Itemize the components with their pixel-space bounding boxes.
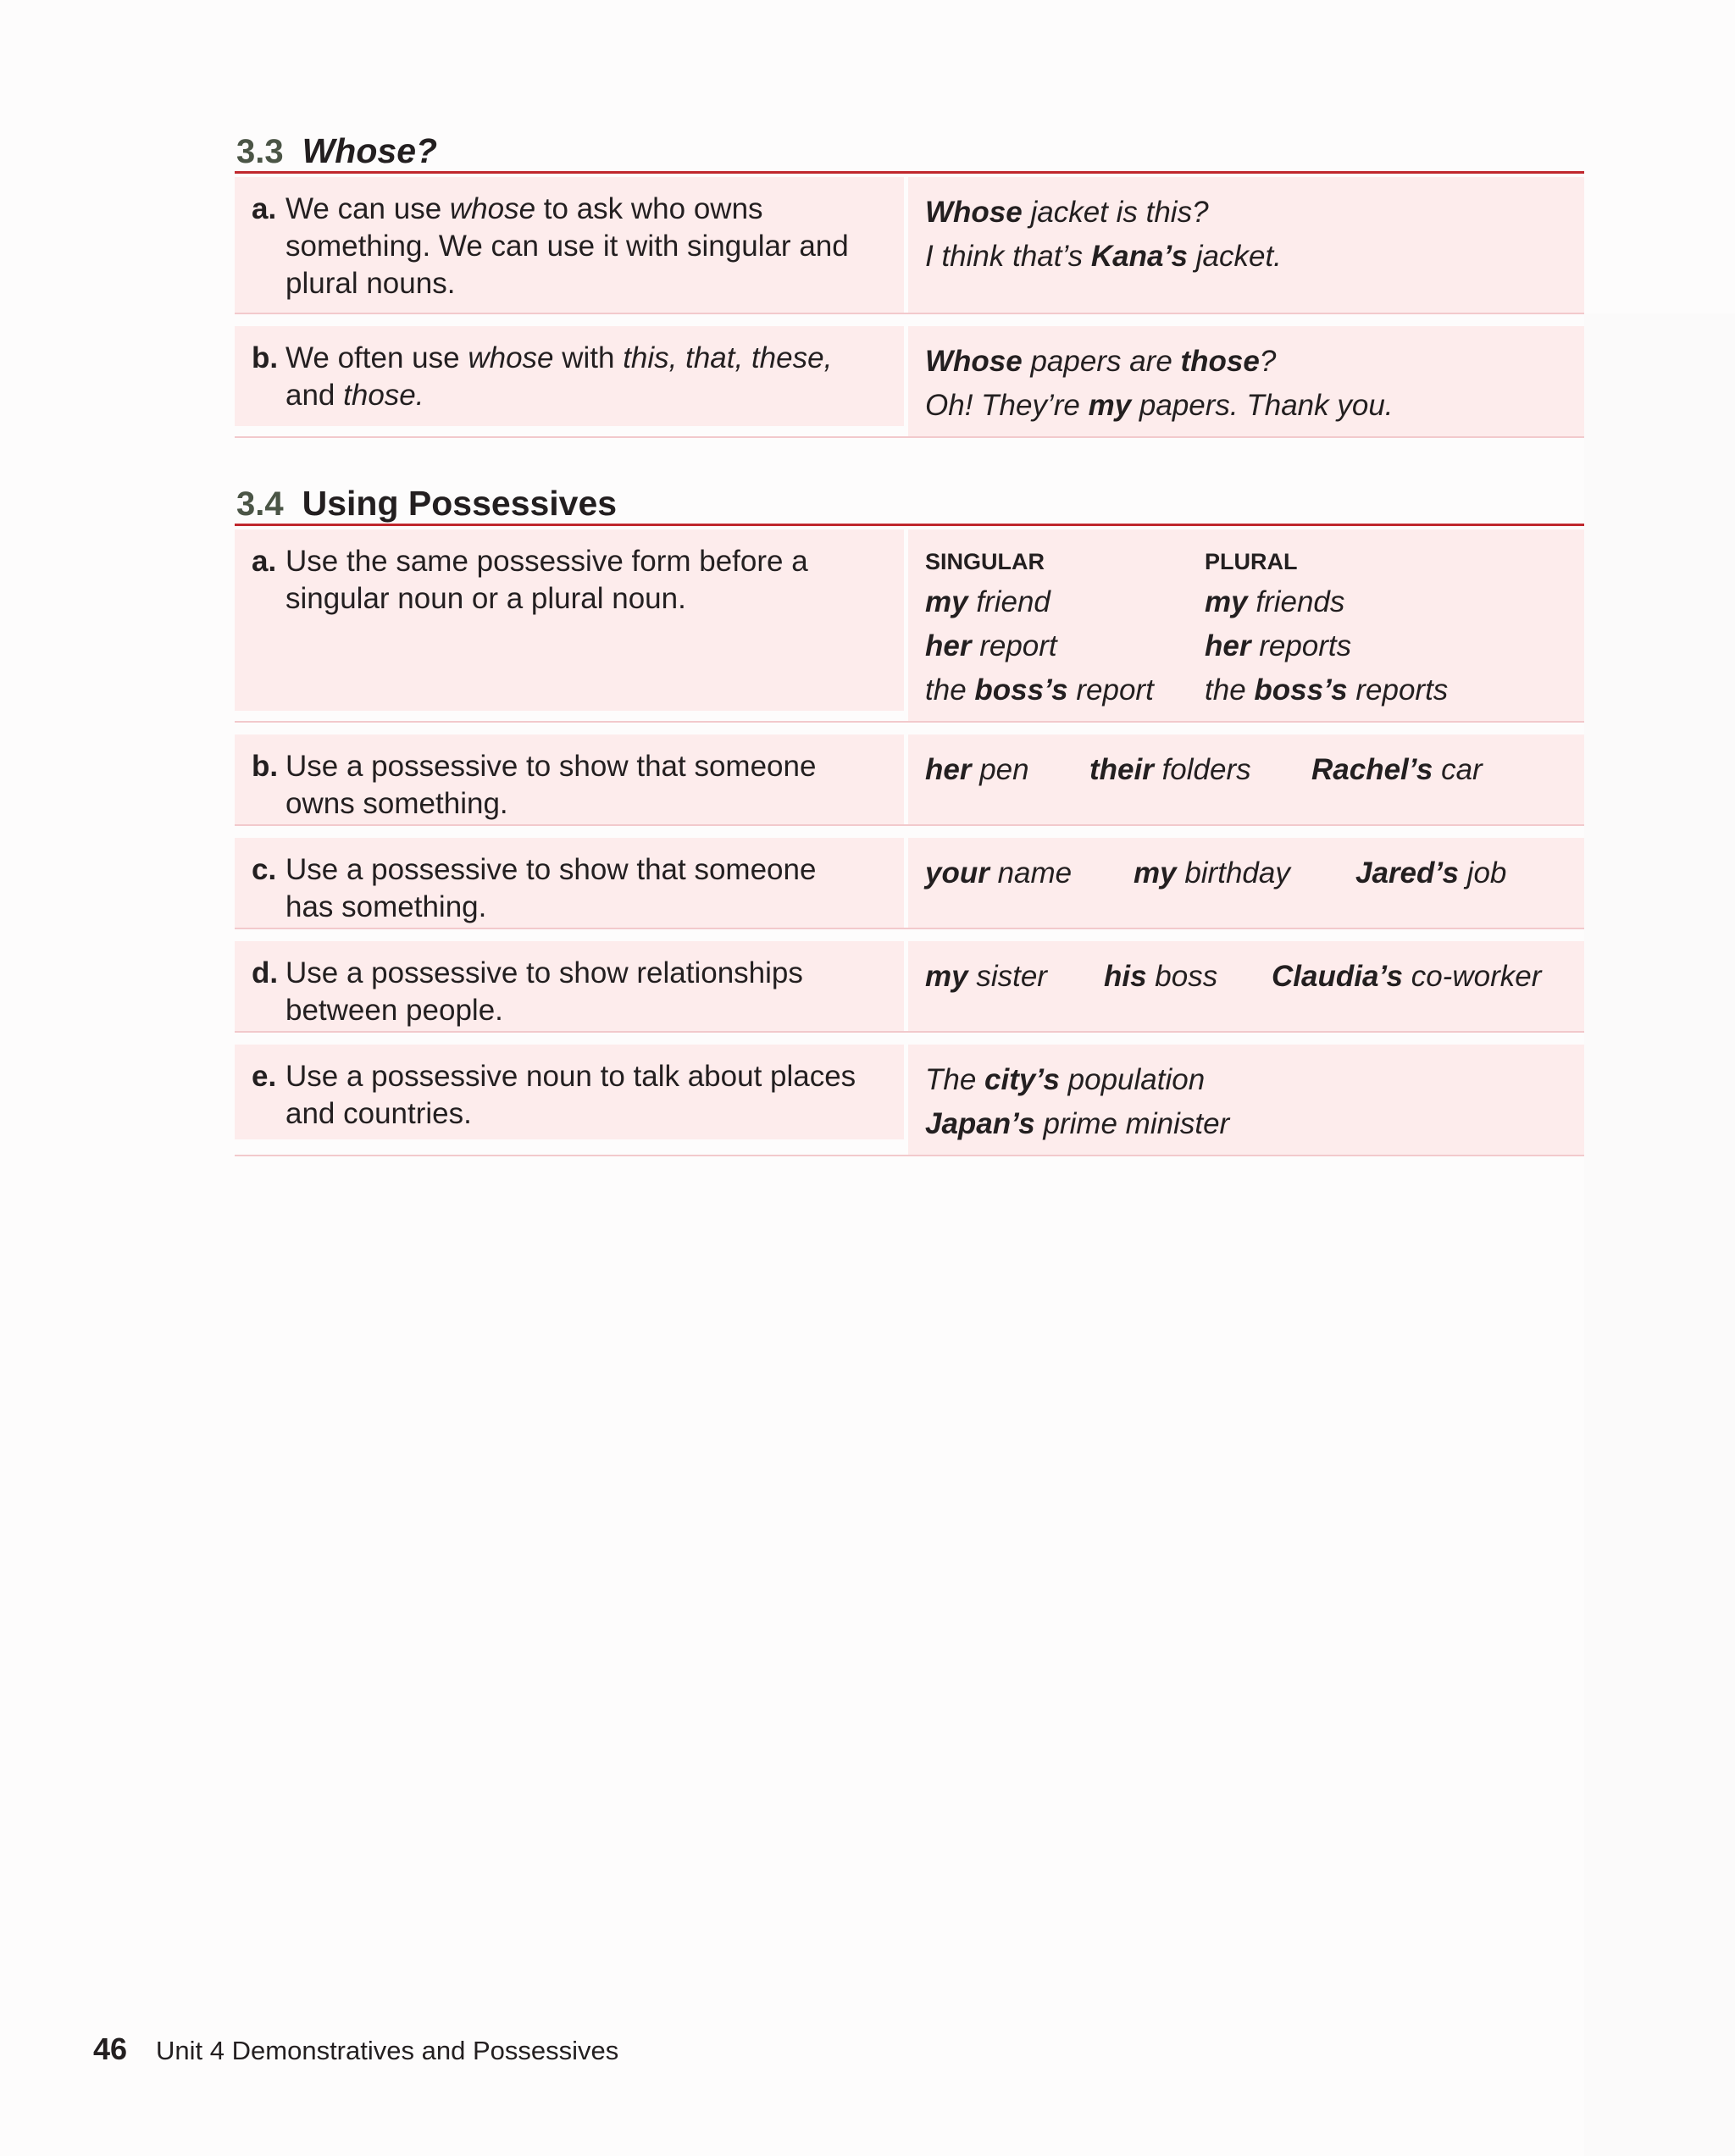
example-item: her pen — [925, 753, 1029, 786]
example-line: Whose jacket is this? — [925, 196, 1209, 229]
example-line: Whose papers are those? — [925, 345, 1277, 378]
example-cell — [908, 177, 1584, 313]
singular-column — [925, 543, 1205, 712]
rule-cell — [235, 734, 904, 824]
column-heading: SINGULAR — [925, 549, 1045, 574]
example-item: your name — [925, 856, 1073, 890]
section-number: 3.3 — [236, 133, 284, 170]
row-letter: a. — [252, 192, 277, 225]
example-item: Jared’s job — [1355, 856, 1507, 890]
rule-cell — [235, 941, 904, 1031]
section-3-4 — [235, 484, 1584, 1156]
grammar-row-b — [235, 734, 1584, 826]
section-3-3 — [235, 131, 1584, 438]
example-item: Claudia’s co-worker — [1272, 960, 1542, 993]
section-heading — [235, 484, 1584, 526]
example-line: the boss’s report — [925, 673, 1154, 707]
example-cell — [908, 326, 1584, 436]
row-letter: d. — [252, 956, 279, 989]
row-letter: e. — [252, 1060, 277, 1093]
example-cell — [908, 1045, 1584, 1155]
example-line: my friends — [1205, 585, 1345, 618]
rule-text: Use the same possessive form before a singular noun or a plural noun. — [285, 545, 808, 615]
example-item: Rachel’s car — [1311, 753, 1483, 786]
example-cell — [908, 941, 1584, 1031]
rule-cell — [235, 529, 904, 711]
example-item: their folders — [1089, 753, 1251, 786]
example-line: Japan’s prime minister — [925, 1107, 1230, 1140]
section-heading — [235, 131, 1584, 174]
section-title: Whose? — [302, 131, 438, 170]
row-letter: a. — [252, 545, 277, 578]
example-cell — [908, 734, 1584, 824]
grammar-row-b — [235, 326, 1584, 438]
example-line: I think that’s Kana’s jacket. — [925, 240, 1282, 273]
rule-text: Use a possessive to show that someone has something. — [285, 853, 817, 923]
section-title: Using Possessives — [302, 484, 618, 523]
section-number: 3.4 — [236, 485, 284, 523]
example-item: my birthday — [1134, 856, 1290, 890]
rule-text: We can use whose to ask who owns something. We can use it with singular and plural nouns. — [285, 192, 849, 300]
example-line: the boss’s reports — [1205, 673, 1449, 707]
row-letter: b. — [252, 750, 279, 783]
page-number: 46 — [93, 2031, 128, 2066]
plural-column — [1205, 543, 1484, 712]
example-line: my friend — [925, 585, 1050, 618]
running-footer-title: Unit 4 Demonstratives and Possessives — [156, 2036, 619, 2065]
grammar-row-a — [235, 177, 1584, 314]
rule-cell — [235, 838, 904, 928]
example-cell — [908, 529, 1584, 721]
example-cell — [908, 838, 1584, 928]
rule-text: Use a possessive noun to talk about places and countries. — [285, 1060, 856, 1130]
example-line: The city’s population — [925, 1063, 1206, 1096]
rule-text: Use a possessive to show relationships between people. — [285, 956, 803, 1027]
example-line: her reports — [1205, 629, 1352, 662]
rule-text: We often use whose with this, that, these, and those. — [285, 341, 833, 412]
grammar-row-e — [235, 1045, 1584, 1156]
row-letter: c. — [252, 853, 277, 886]
rule-text: Use a possessive to show that someone owns something. — [285, 750, 817, 820]
page-edge-shade — [1584, 313, 1735, 2156]
example-line: her report — [925, 629, 1057, 662]
row-letter: b. — [252, 341, 279, 374]
example-line: Oh! They’re my papers. Thank you. — [925, 389, 1394, 422]
example-item: his boss — [1104, 960, 1218, 993]
rule-cell — [235, 1045, 904, 1139]
grammar-row-a — [235, 529, 1584, 723]
grammar-row-c — [235, 838, 1584, 929]
grammar-row-d — [235, 941, 1584, 1033]
example-item: my sister — [925, 960, 1047, 993]
column-heading: PLURAL — [1205, 549, 1298, 574]
rule-cell — [235, 326, 904, 426]
rule-cell — [235, 177, 904, 313]
page-footer — [93, 2031, 618, 2067]
